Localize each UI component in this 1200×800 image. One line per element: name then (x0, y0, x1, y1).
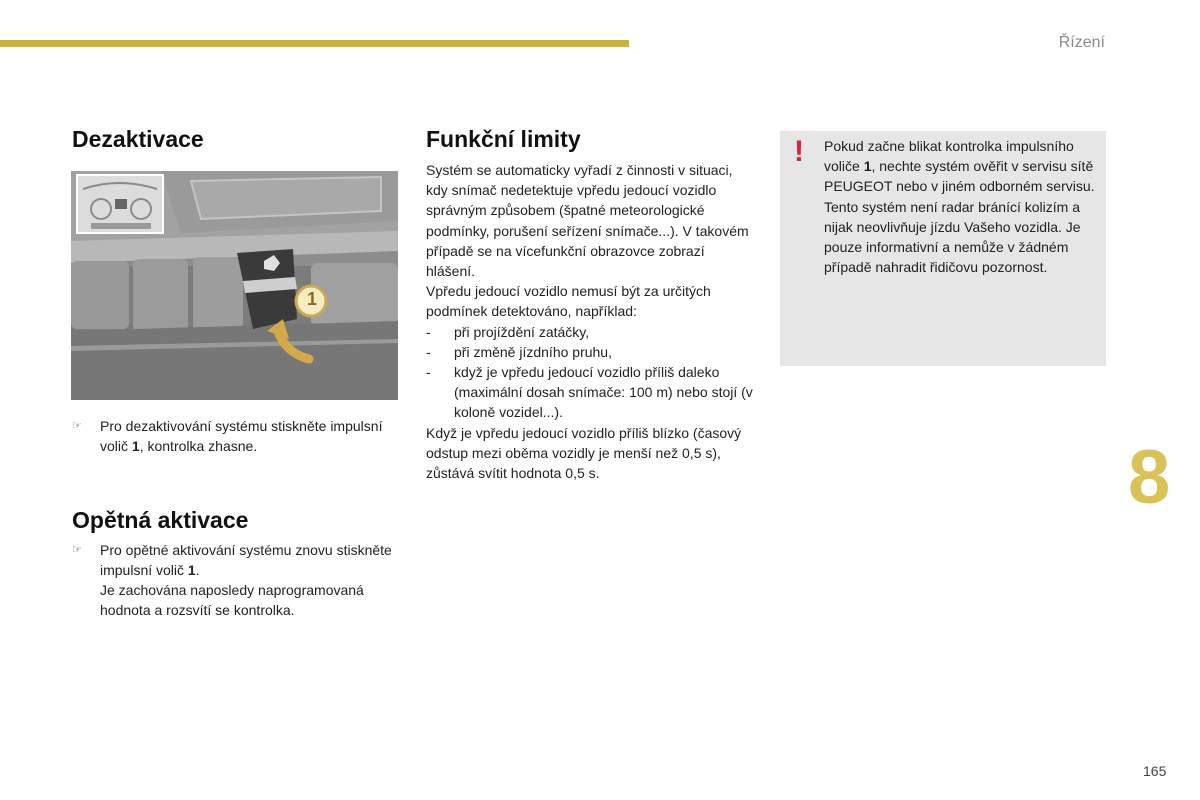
limits-paragraph: Systém se automaticky vyřadí z činnosti v situaci, kdy snímač nedetektuje vpředu jedoucí vozidlo správným způsobem (špatné meteorologické podmínky, porušení seřízení snímače...). V takovém případě se na vícefunkční obrazovce zobrazí hlášení. (426, 162, 749, 280)
limits-paragraph: Vpředu jedoucí vozidlo nemusí být za určitých podmínek detektováno, například: (426, 283, 711, 320)
warning-box (780, 131, 1106, 366)
list-item: - při změně jízdního pruhu, (426, 343, 612, 360)
hand-pointer-icon: ☞ (72, 544, 82, 556)
limits-body (426, 160, 756, 483)
deaktivace-instruction: ☞ Pro dezaktivování systému stiskněte impulsní volič 1, kontrolka zhasne. (72, 418, 383, 454)
opetna-instruction: ☞ Pro opětné aktivování systému znovu stiskněte impulsní volič 1. Je zachována naposledy naprogramovaná hodnota a rozsvítí se kontrolka. (72, 542, 392, 618)
warning-text: Pokud začne blikat kontrolka impulsního voliče 1, nechte systém ověřit v servisu sítě PEUGEOT nebo v jiném odborném servisu. Tento systém není radar bránící kolizím a nijak neovlivňuje jízdu Vašeho vozidla. Je pouze informativní a nemůže v žádném případě nahradit řidičovu pozornost. (824, 138, 1095, 276)
impulse-selector-photo (71, 171, 398, 400)
heading-opetna-aktivace: Opětná aktivace (72, 507, 249, 533)
figure-callout: 1 (306, 289, 317, 309)
heading-dezaktivace: Dezaktivace (72, 126, 204, 152)
header-accent-bar (0, 40, 629, 47)
page-number: 165 (1143, 763, 1167, 779)
list-item: - když je vpředu jedoucí vozidlo příliš daleko (maximální dosah snímače: 100 m) nebo stojí (v koloně vozidel...). (426, 364, 753, 421)
limits-paragraph: Když je vpředu jedoucí vozidlo příliš blízko (časový odstup mezi oběma vozidly je menší než 0,5 s), zůstává svítit hodnota 0,5 s. (426, 424, 742, 482)
chapter-number: 8 (1128, 435, 1171, 520)
list-item: - při projíždění zatáčky, (426, 323, 590, 340)
heading-funkcni-limity: Funkční limity (426, 126, 581, 152)
hand-pointer-icon: ☞ (72, 420, 82, 432)
exclamation-icon: ! (794, 135, 804, 168)
section-title: Řízení (1058, 34, 1105, 51)
